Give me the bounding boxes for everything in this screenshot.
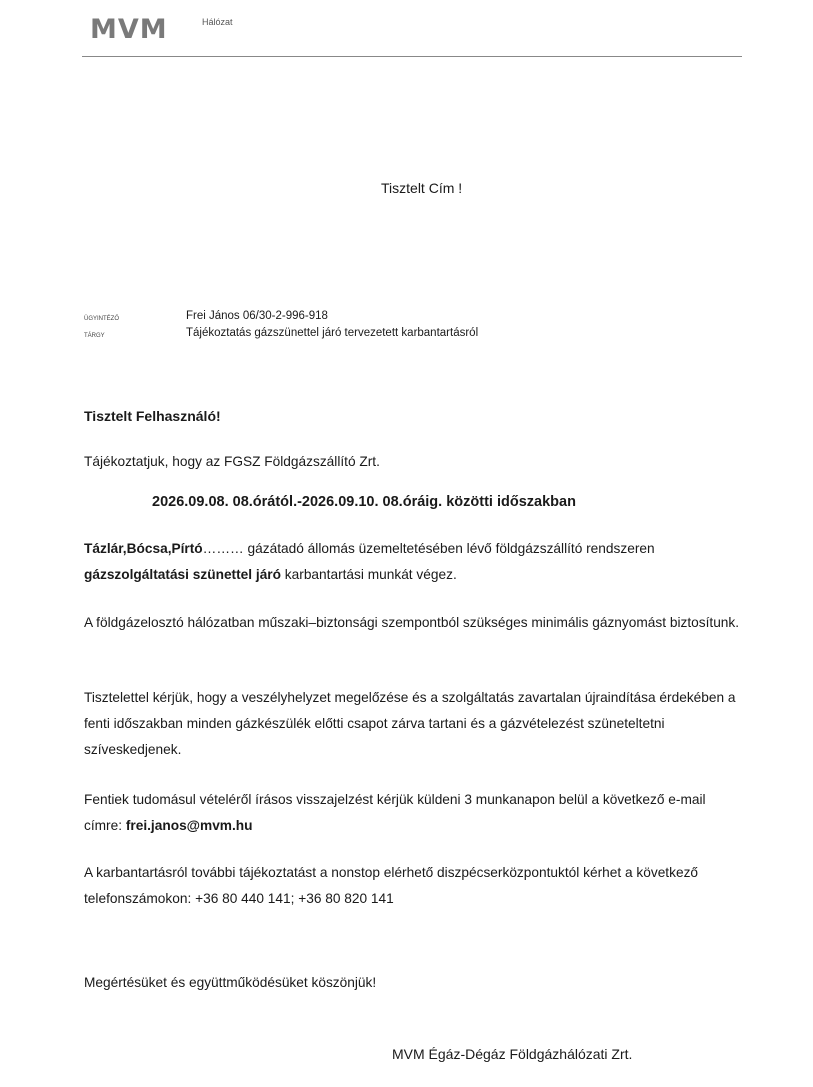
paragraph-pressure: A földgázelosztó hálózatban műszaki–biztonsági szempontból szükséges minimális gáznyomást biztosítunk. (84, 615, 740, 630)
ugyintezo-label: ÜGYINTÉZŐ (84, 316, 120, 322)
ugyintezo-value: Frei János 06/30-2-996-918 (186, 310, 328, 322)
targy-label: TÁRGY (84, 333, 105, 339)
logo-subtitle: Hálózat (202, 17, 233, 27)
signature: MVM Égáz-Dégáz Földgázhálózati Zrt. (392, 1046, 633, 1062)
intro-text: Tájékoztatjuk, hogy az FGSZ Földgázszállító Zrt. (84, 454, 380, 469)
maintenance-period: 2026.09.08. 08.órától.-2026.09.10. 08.óráig. közötti időszakban (152, 494, 576, 510)
greeting: Tisztelt Felhasználó! (84, 408, 221, 424)
email-address: frei.janos@mvm.hu (125, 818, 253, 833)
outage-bold: gázszolgáltatási szünettel járó (84, 567, 281, 582)
paragraph-feedback (84, 787, 744, 839)
feedback-text: Fentiek tudomásul vételéről írásos visszajelzést kérjük küldeni 3 munkanapon belül a következő e-mail címre: (84, 792, 706, 833)
places: Tázlár,Bócsa,Pírtó (84, 541, 203, 556)
dots: ……… (202, 541, 244, 556)
logo-text: MVM (90, 14, 168, 45)
station-text: gázátadó állomás üzemeltetésében lévő földgázszállító rendszeren (243, 541, 655, 556)
closing-text: Megértésüket és együttműködésüket köszönjük! (84, 975, 377, 990)
work-text: karbantartási munkát végez. (281, 567, 457, 582)
paragraph-request: Tisztelettel kérjük, hogy a veszélyhelyzet megelőzése és a szolgáltatás zavartalan újraindítása érdekében a fenti időszakban minden gázkészülék előtti csapot zárva tartani és a gázvételezést szüneteltetni szíveskedjenek. (84, 690, 736, 757)
header-divider (82, 56, 742, 57)
address-salutation: Tisztelt Cím ! (381, 180, 463, 196)
paragraph-contact: A karbantartásról további tájékoztatást a nonstop elérhető diszpécserközpontuktól kérhet a következő telefonszámokon: +36 80 440 141; +36 80 820 141 (84, 865, 699, 906)
company-logo (90, 14, 168, 45)
targy-value: Tájékoztatás gázszünettel járó tervezetett karbantartásról (186, 327, 479, 339)
paragraph-station (84, 536, 744, 588)
